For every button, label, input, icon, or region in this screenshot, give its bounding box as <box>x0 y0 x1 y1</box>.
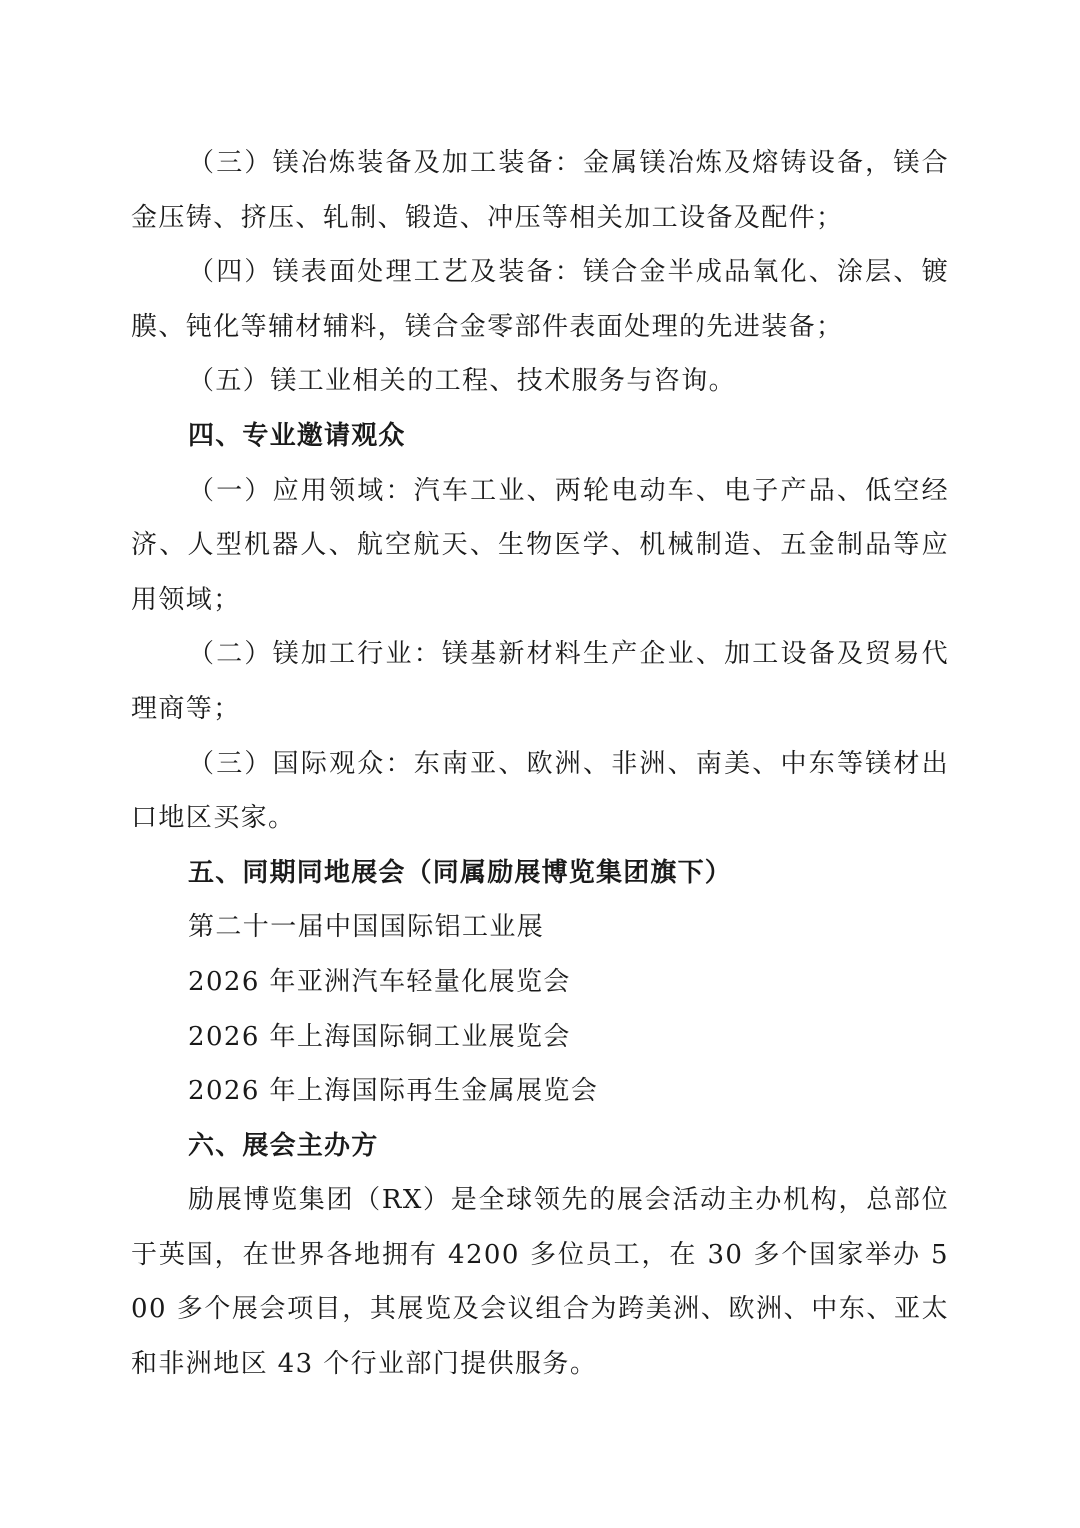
concurrent-event-2: 2026 年亚洲汽车轻量化展览会 <box>188 966 571 997</box>
concurrent-event-3: 2026 年上海国际铜工业展览会 <box>188 1021 571 1052</box>
section-heading-concurrent-events: 五、同期同地展会（同属励展博览集团旗下） <box>188 857 733 888</box>
visitor-category-2: （二）镁加工行业：镁基新材料生产企业、加工设备及贸易代理商等； <box>131 639 949 724</box>
document-body <box>131 136 949 1392</box>
visitor-category-3: （三）国际观众：东南亚、欧洲、非洲、南美、中东等镁材出口地区买家。 <box>131 748 949 834</box>
visitor-category-1: （一）应用领域：汽车工业、两轮电动车、电子产品、低空经济、人型机器人、航空航天、生物医学、机械制造、五金制品等应用领域； <box>131 475 949 615</box>
exhibit-scope-item-5: （五）镁工业相关的工程、技术服务与咨询。 <box>188 366 737 397</box>
section-heading-invited-visitors: 四、专业邀请观众 <box>188 420 406 451</box>
exhibit-scope-item-3: （三）镁冶炼装备及加工装备：金属镁冶炼及熔铸设备，镁合金压铸、挤压、轧制、锻造、冲压等相关加工设备及配件； <box>131 148 949 233</box>
exhibit-scope-item-4: （四）镁表面处理工艺及装备：镁合金半成品氧化、涂层、镀膜、钝化等辅材辅料，镁合金零部件表面处理的先进装备； <box>131 257 949 342</box>
concurrent-event-4: 2026 年上海国际再生金属展览会 <box>188 1076 599 1107</box>
organizer-description: 励展博览集团（RX）是全球领先的展会活动主办机构，总部位于英国，在世界各地拥有 4200 多位员工，在 30 多个国家举办 500 多个展会项目，其展览及会议组合为跨美洲、欧洲、中东、亚太和非洲地区 43 个行业部门提供服务。 <box>131 1185 949 1380</box>
section-heading-organizer: 六、展会主办方 <box>188 1130 379 1161</box>
concurrent-event-1: 第二十一届中国国际铝工业展 <box>188 912 545 943</box>
